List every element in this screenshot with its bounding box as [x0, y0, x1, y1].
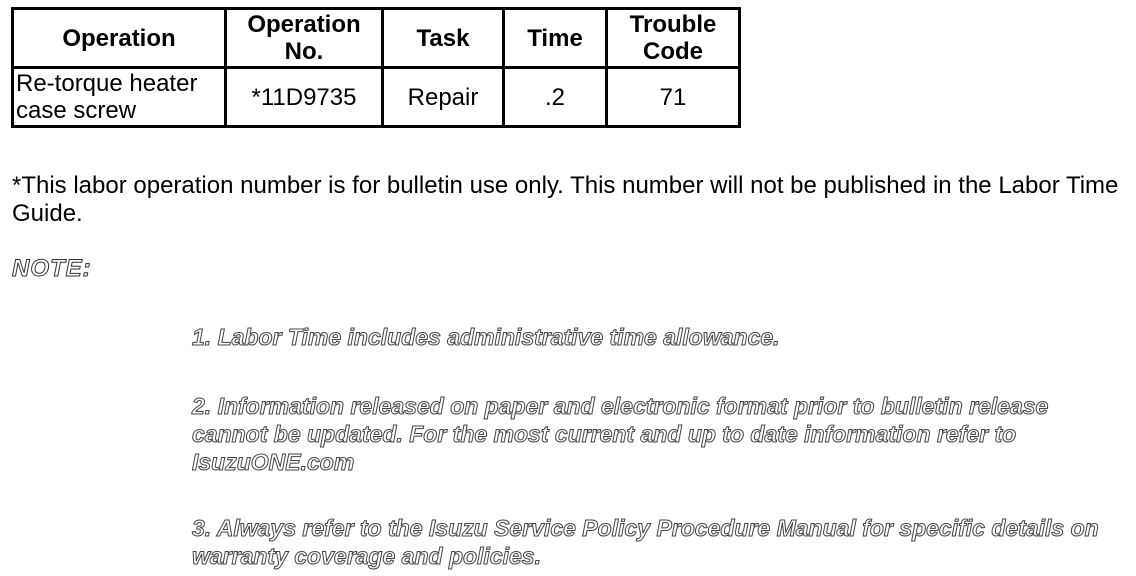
table-row: [13, 68, 740, 127]
note-item-information-release: 2. Information released on paper and electronic format prior to bulletin release cannot be updated. For the most current and up to date information refer to IsuzuONE.com: [192, 393, 1049, 475]
cell-task: Repair: [383, 68, 504, 127]
header-operation-label: Operation: [62, 24, 176, 52]
header-operation: [13, 9, 226, 68]
header-trouble-code: [607, 9, 740, 68]
header-operation-no-line2: No.: [284, 38, 324, 65]
cell-operation-line1: Re-torque heater: [16, 70, 198, 97]
labor-operation-footnote: *This labor operation number is for bulletin use only. This number will not be published in the Labor Time Guide.: [12, 172, 1119, 227]
note-heading: NOTE:: [12, 255, 92, 282]
cell-operation-no: *11D9735: [226, 68, 383, 127]
header-task: [383, 9, 504, 68]
note-item-service-policy: 3. Always refer to the Isuzu Service Policy Procedure Manual for specific details on warranty coverage and policies.: [192, 515, 1099, 569]
header-trouble-code-line2: Code: [643, 38, 703, 65]
header-time: [504, 9, 607, 68]
cell-time: .2: [504, 68, 607, 127]
cell-operation-line2: case screw: [16, 97, 137, 124]
note-item-labor-time: 1. Labor Time includes administrative time allowance.: [192, 324, 780, 350]
labor-operation-table: [11, 7, 741, 128]
header-operation-no-line1: Operation: [247, 11, 361, 38]
table-header-row: [13, 9, 740, 68]
header-time-label: Time: [527, 24, 583, 52]
cell-trouble-code: 71: [607, 68, 740, 127]
header-task-label: Task: [416, 24, 470, 52]
cell-operation: [13, 68, 226, 127]
header-trouble-code-line1: Trouble: [629, 11, 717, 38]
header-operation-no: [226, 9, 383, 68]
